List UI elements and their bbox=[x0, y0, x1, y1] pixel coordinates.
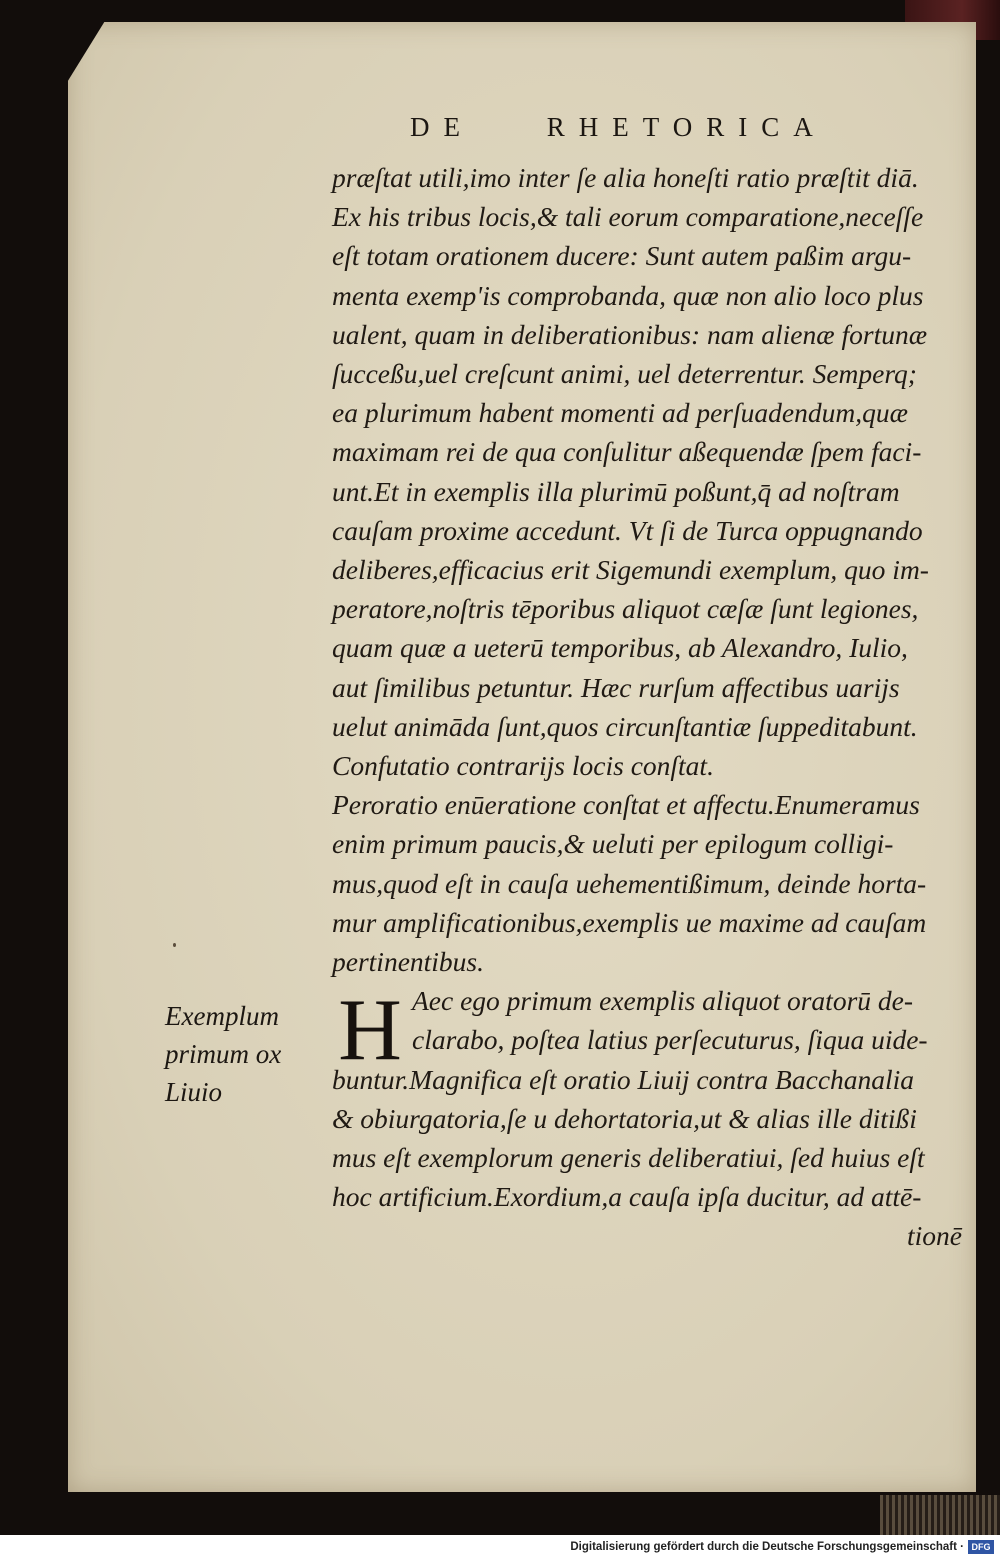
main-text-block bbox=[332, 158, 972, 1256]
text-line: clarabo, poſtea latius perſecuturus, ſiqua uide- bbox=[412, 1024, 928, 1056]
text-line: ea plurimum habent momenti ad perſuadendum,quæ bbox=[332, 397, 908, 429]
text-line: aut ſimilibus petuntur. Hæc rurſum affectibus uarijs bbox=[332, 671, 900, 703]
text-line: & obiurgatoria,ſe u dehortatoria,ut & alias ille ditißi bbox=[332, 1102, 917, 1134]
text-line: peratore,noſtris tēporibus aliquot cæſæ ſunt legiones, bbox=[332, 593, 919, 625]
funding-credit: Digitalisierung gefördert durch die Deutsche Forschungsgemeinschaft · bbox=[570, 1541, 964, 1553]
text-line: ualent, quam in deliberationibus: nam alienæ fortunæ bbox=[332, 318, 928, 350]
text-line: præſtat utili,imo inter ſe alia honeſti ratio præſtit diā. bbox=[332, 162, 919, 193]
text-line: pertinentibus. bbox=[332, 946, 485, 978]
page-edge-stack bbox=[880, 1495, 1000, 1535]
marginal-note-line: primum ox bbox=[165, 1039, 282, 1069]
paragraph-exemplum bbox=[332, 981, 972, 1059]
text-line: mus,quod eſt in cauſa uehementißimum, deinde horta- bbox=[332, 867, 927, 899]
paragraph-exemplum-cont bbox=[332, 1060, 972, 1217]
text-line: uelut animāda ſunt,quos circunſtantiæ ſuppeditabunt. bbox=[332, 710, 918, 742]
text-line: deliberes,efficacius erit Sigemundi exemplum, quo im- bbox=[332, 554, 929, 586]
text-line: Aec ego primum exemplis aliquot oratorū de- bbox=[412, 985, 914, 1017]
text-line: Confutatio contrarijs locis conſtat. bbox=[332, 750, 714, 782]
text-line: cauſam proxime accedunt. Vt ſi de Turca oppugnando bbox=[332, 514, 923, 546]
text-line: quam quæ a ueterū temporibus, ab Alexandro, Iulio, bbox=[332, 632, 908, 664]
text-line: maximam rei de qua conſulitur aßequendæ ſpem faci- bbox=[332, 436, 922, 468]
drop-cap-initial: H bbox=[338, 982, 402, 1079]
running-head: DE RHETORICA bbox=[410, 112, 827, 142]
paragraph-peroratio bbox=[332, 785, 972, 981]
text-line: Ex his tribus locis,& tali eorum comparatione,neceſſe bbox=[332, 201, 924, 233]
marginal-note-line: Exemplum bbox=[165, 1001, 279, 1031]
paragraph-argumenta bbox=[332, 158, 972, 785]
text-line: buntur.Magnifica eſt oratio Liuij contra Bacchanalia bbox=[332, 1063, 915, 1095]
text-line: ſucceßu,uel creſcunt animi, uel deterrentur. Semperq; bbox=[332, 358, 917, 390]
dfg-logo-icon: DFG bbox=[968, 1540, 994, 1554]
text-line: menta exemp'is comprobanda, quæ non alio loco plus bbox=[332, 279, 924, 311]
catchword: tionē bbox=[907, 1220, 962, 1252]
text-line: eſt totam orationem ducere: Sunt autem paßim argu- bbox=[332, 240, 912, 272]
text-line: mur amplificationibus,exemplis ue maxime ad cauſam bbox=[332, 906, 927, 938]
text-line: unt.Et in exemplis illa plurimū poßunt,q̄ ad noſtram bbox=[332, 475, 900, 507]
marginal-note bbox=[165, 997, 325, 1111]
paper-speck bbox=[173, 943, 176, 947]
text-line: hoc artificium.Exordium,a cauſa ipſa ducitur, ad attē- bbox=[332, 1181, 922, 1213]
marginal-note-line: Liuio bbox=[165, 1077, 223, 1107]
text-line: mus eſt exemplorum generis deliberatiui, ſed huius eſt bbox=[332, 1142, 925, 1174]
text-line: Peroratio enūeratione conſtat et affectu.Enumeramus bbox=[332, 789, 920, 821]
text-line: enim primum paucis,& ueluti per epilogum colligi- bbox=[332, 828, 894, 860]
